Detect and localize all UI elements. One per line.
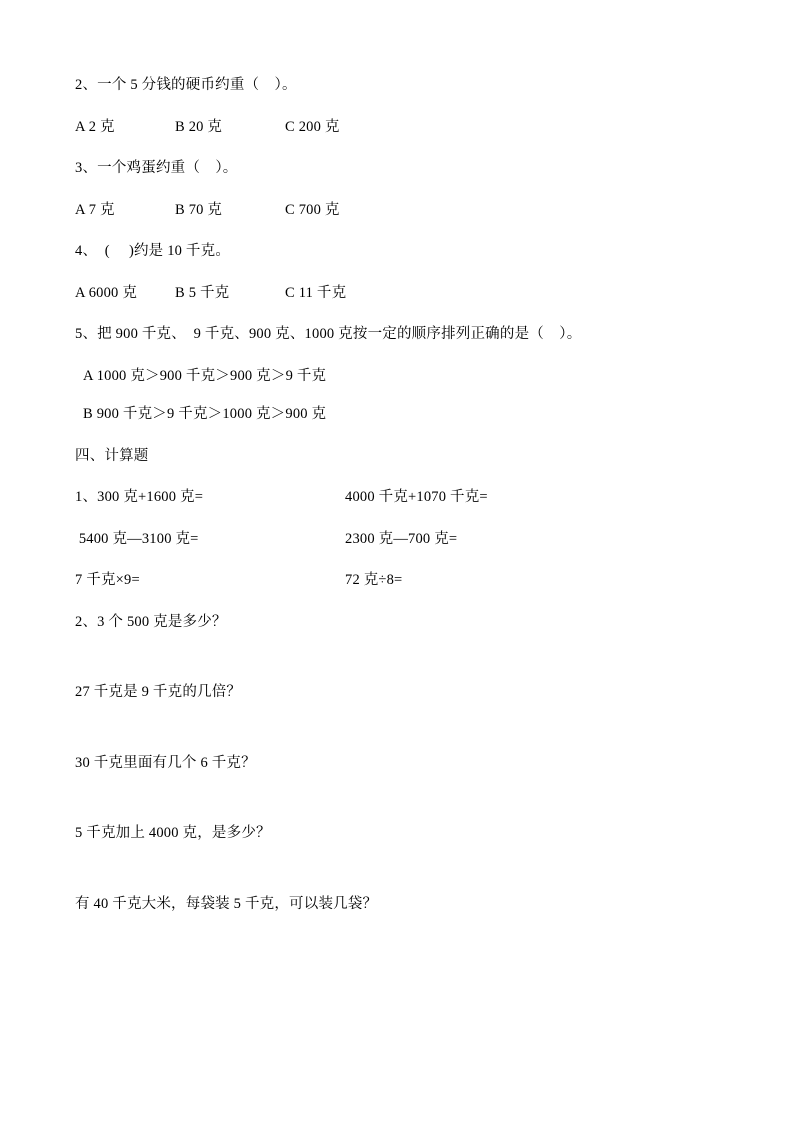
question-3-stem: 3、一个鸡蛋约重（ ）。 <box>75 160 238 176</box>
question-2-option-c: C 200 克 <box>285 118 340 135</box>
calc-row-1-right: 4000 千克+1070 千克= <box>345 489 488 505</box>
question-4-stem: 4、 ( )约是 10 千克。 <box>75 243 231 259</box>
calc-row-2-right: 2300 克—700 克= <box>345 530 458 547</box>
question-2-options <box>75 120 723 135</box>
calc-row-2-left: 5400 克—3100 克= <box>75 530 199 547</box>
section-4-title: 四、计算题 <box>75 447 149 464</box>
question-3-option-c: C 700 克 <box>285 201 340 218</box>
calc-row-3-right: 72 克÷8= <box>345 572 403 588</box>
question-5-option-a: A 1000 克＞900 千克＞900 克＞9 千克 <box>83 367 327 384</box>
question-2-option-a: A 2 克 <box>75 118 115 135</box>
word-problem-3: 30 千克里面有几个 6 千克？ <box>75 754 256 771</box>
calc-row-3-left: 7 千克×9= <box>75 572 140 588</box>
calc-row-1 <box>75 490 723 505</box>
question-4-option-a: A 6000 克 <box>75 284 138 301</box>
word-problem-4: 5 千克加上 4000 克，是多少？ <box>75 825 271 841</box>
calc-row-3 <box>75 573 723 588</box>
question-4-option-b: B 5 千克 <box>175 284 230 301</box>
calc-row-1-left: 1、300 克+1600 克= <box>75 489 204 505</box>
word-problem-2: 27 千克是 9 千克的几倍？ <box>75 684 242 700</box>
question-2-option-b: B 20 克 <box>175 118 223 135</box>
question-5-option-b: B 900 千克＞9 千克＞1000 克＞900 克 <box>83 406 327 422</box>
question-3-option-b: B 70 克 <box>175 201 223 218</box>
question-3-option-a: A 7 克 <box>75 201 115 218</box>
question-4-option-c: C 11 千克 <box>285 284 347 301</box>
question-3-options <box>75 203 723 218</box>
question-4-options <box>75 286 723 301</box>
calc-row-2 <box>75 532 723 547</box>
question-5-stem: 5、把 900 千克、 9 千克、900 克、1000 克按一定的顺序排列正确的是（ ）。 <box>75 326 582 342</box>
word-problem-5: 有 40 千克大米，每袋装 5 千克，可以装几袋？ <box>75 895 378 912</box>
question-2-stem: 2、一个 5 分钱的硬币约重（ ）。 <box>75 77 297 93</box>
word-problem-1: 2、3 个 500 克是多少？ <box>75 613 227 630</box>
